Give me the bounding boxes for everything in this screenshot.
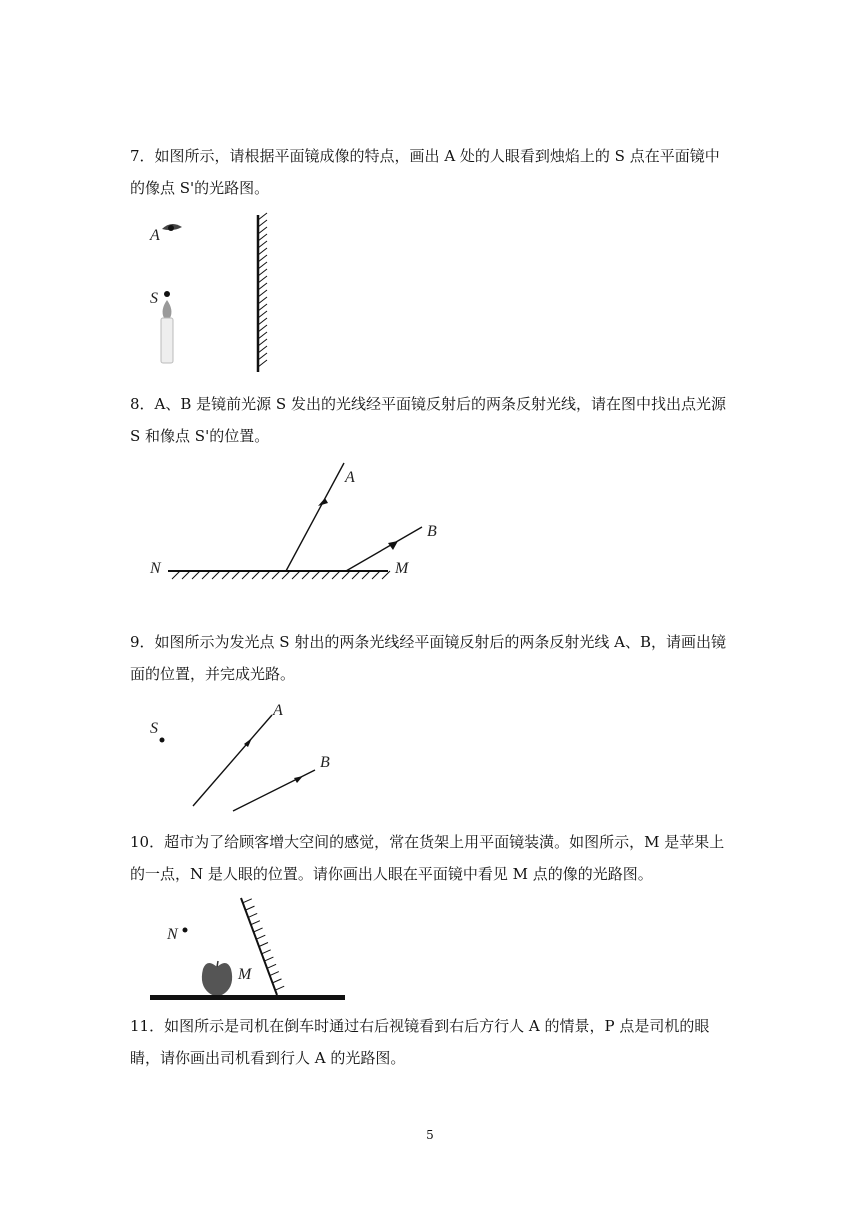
label-a: A: [345, 469, 355, 486]
figure-q7-candle-mirror: [140, 210, 290, 380]
label-m: M: [395, 560, 409, 577]
label-b: B: [427, 523, 437, 540]
ray-a: [193, 715, 272, 806]
page-number: 5: [426, 1128, 434, 1142]
label-a: A: [150, 227, 160, 244]
label-b: B: [320, 754, 330, 771]
question-7-text: 7．如图所示，请根据平面镜成像的特点，画出 A 处的人眼看到烛焰上的 S 点在平面镜中的像点 S'的光路图。: [130, 147, 720, 197]
figure-q9-reflected-rays: [140, 695, 350, 815]
question-9-text: 9．如图所示为发光点 S 射出的两条光线经平面镜反射后的两条反射光线 A、B，请画出镜面的位置，并完成光路。: [130, 633, 726, 683]
plane-mirror-nm: [168, 571, 390, 579]
label-a: A: [273, 702, 283, 719]
label-s: S: [150, 720, 158, 737]
figure-q10-apple-mirror: [145, 893, 355, 1008]
apple-icon: [202, 961, 232, 996]
shelf: [150, 995, 345, 1000]
candle-icon: [161, 300, 173, 363]
label-n: N: [167, 926, 178, 943]
label-n: N: [150, 560, 161, 577]
point-s: [160, 738, 165, 743]
question-10-text: 10．超市为了给顾客增大空间的感觉，常在货架上用平面镜装潢。如图所示，M 是苹果上的一点，N 是人眼的位置。请你画出人眼在平面镜中看见 M 点的像的光路图。: [130, 833, 725, 883]
point-s: [164, 291, 170, 297]
eye-icon: [162, 224, 182, 231]
ray-b: [346, 527, 422, 571]
figure-q8-reflected-rays: [140, 455, 440, 590]
label-m: M: [238, 966, 252, 983]
ray-a-arrow: [318, 498, 328, 506]
label-s: S: [150, 290, 158, 307]
question-11-text: 11．如图所示是司机在倒车时通过右后视镜看到右后方行人 A 的情景，P 点是司机的眼睛，请你画出司机看到行人 A 的光路图。: [130, 1017, 710, 1067]
question-8-text: 8．A、B 是镜前光源 S 发出的光线经平面镜反射后的两条反射光线，请在图中找出点光源 S 和像点 S'的位置。: [130, 395, 726, 445]
point-n: [183, 928, 188, 933]
plane-mirror: [258, 213, 267, 372]
ray-b-arrow: [294, 776, 303, 783]
ray-a: [286, 463, 344, 571]
